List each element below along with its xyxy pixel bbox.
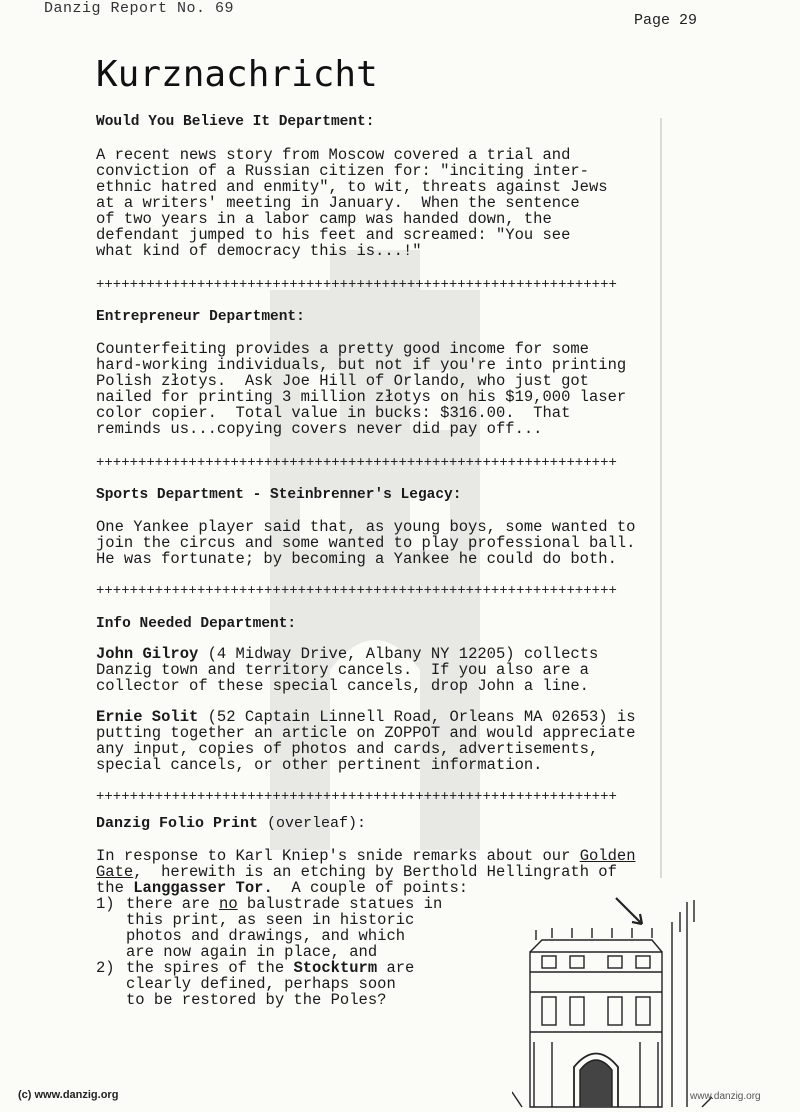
langgasser-tor: Langgasser Tor.: [133, 879, 273, 897]
watermark-footer: www.danzig.org: [690, 1091, 761, 1102]
langgasser-tor-sketch: [512, 892, 712, 1112]
believe-heading: Would You Believe It Department:: [96, 114, 375, 130]
separator: ++++++++++++++++++++++++++++++++++++++++++++++++++++++++++++++: [96, 277, 617, 293]
folio-heading-note: (overleaf):: [258, 815, 367, 832]
item1-text-a: there are: [126, 895, 220, 913]
list-text: [126, 896, 486, 960]
list-number: 1): [96, 895, 115, 913]
list-number: 2): [96, 959, 115, 977]
separator: ++++++++++++++++++++++++++++++++++++++++++++++++++++++++++++++: [96, 583, 617, 599]
folio-intro-text-3: A couple of points:: [272, 879, 469, 897]
arrow-icon: [616, 898, 642, 924]
solit-name: Ernie Solit: [96, 708, 199, 726]
sports-heading: Sports Department - Steinbrenner's Legacy:: [96, 487, 462, 503]
solit-text: (52 Captain Linnell Road, Orleans MA 02653) is putting together an article on ZOPPOT and would appreciate any input, copies of photos and cards, advertisements, special cancels, or other pertinent information.: [96, 708, 636, 774]
report-header: Danzig Report No. 69: [44, 0, 235, 17]
info-paragraph-gilroy: [96, 646, 716, 694]
golden-gate-link-part2: Gate: [96, 863, 134, 881]
entrepreneur-heading: Entrepreneur Department:: [96, 309, 305, 325]
gilroy-name: John Gilroy: [96, 645, 199, 663]
item1-underlined: no: [219, 895, 238, 913]
list-text: [126, 960, 486, 1008]
page-title: Kurznachricht: [96, 54, 378, 95]
info-paragraph-solit: [96, 709, 716, 773]
folio-heading: [96, 815, 716, 833]
folio-heading-bold: Danzig Folio Print: [96, 815, 259, 832]
item2-text-b: are clearly defined, perhaps soon to be restored by the Poles?: [126, 959, 415, 1009]
separator: ++++++++++++++++++++++++++++++++++++++++++++++++++++++++++++++: [96, 455, 617, 471]
item2-text-a: the spires of the: [126, 959, 294, 977]
gilroy-text: (4 Midway Drive, Albany NY 12205) collects Danzig town and territory cancels. If you also are a collector of these special cancels, drop John a line.: [96, 645, 599, 695]
page-number: Page 29: [634, 12, 698, 29]
info-heading: Info Needed Department:: [96, 616, 297, 632]
folio-intro: [96, 848, 716, 896]
believe-body: A recent news story from Moscow covered a trial and conviction of a Russian citizen for: "inciting inter- ethnic hatred and enmity", to wit, threats against Jews at a writers' meeting in January. When the sentence of two years in a labor camp was handed down, the defendant jumped to his feet and screamed: "You see what kind of democracy this is...!": [96, 146, 608, 260]
sports-body: One Yankee player said that, as young boys, some wanted to join the circus and some wanted to play professional ball. He was fortunate; by becoming a Yankee he could do both.: [96, 518, 636, 568]
folio-intro-text: In response to Karl Kniep's snide remarks about our: [96, 847, 580, 865]
folio-intro-text-2: , herewith is an etching by Berthold Hellingrath of the: [96, 863, 617, 897]
golden-gate-link-part1: Golden: [579, 847, 636, 865]
stockturm: Stockturm: [293, 959, 378, 977]
copyright-footer: (c) www.danzig.org: [18, 1089, 119, 1101]
entrepreneur-body: Counterfeiting provides a pretty good income for some hard-working individuals, but not if you're into printing Polish złotys. Ask Joe Hill of Orlando, who just got nailed for printing 3 million złotys on his $19,000 laser color copier. Total value in bucks: $316.00. That reminds us...copying covers never did pay off...: [96, 340, 627, 438]
separator: ++++++++++++++++++++++++++++++++++++++++++++++++++++++++++++++: [96, 789, 617, 805]
article-content: [96, 113, 716, 1008]
item1-text-b: balustrade statues in this print, as seen in historic photos and drawings, and which are now again in place, and: [126, 895, 443, 961]
